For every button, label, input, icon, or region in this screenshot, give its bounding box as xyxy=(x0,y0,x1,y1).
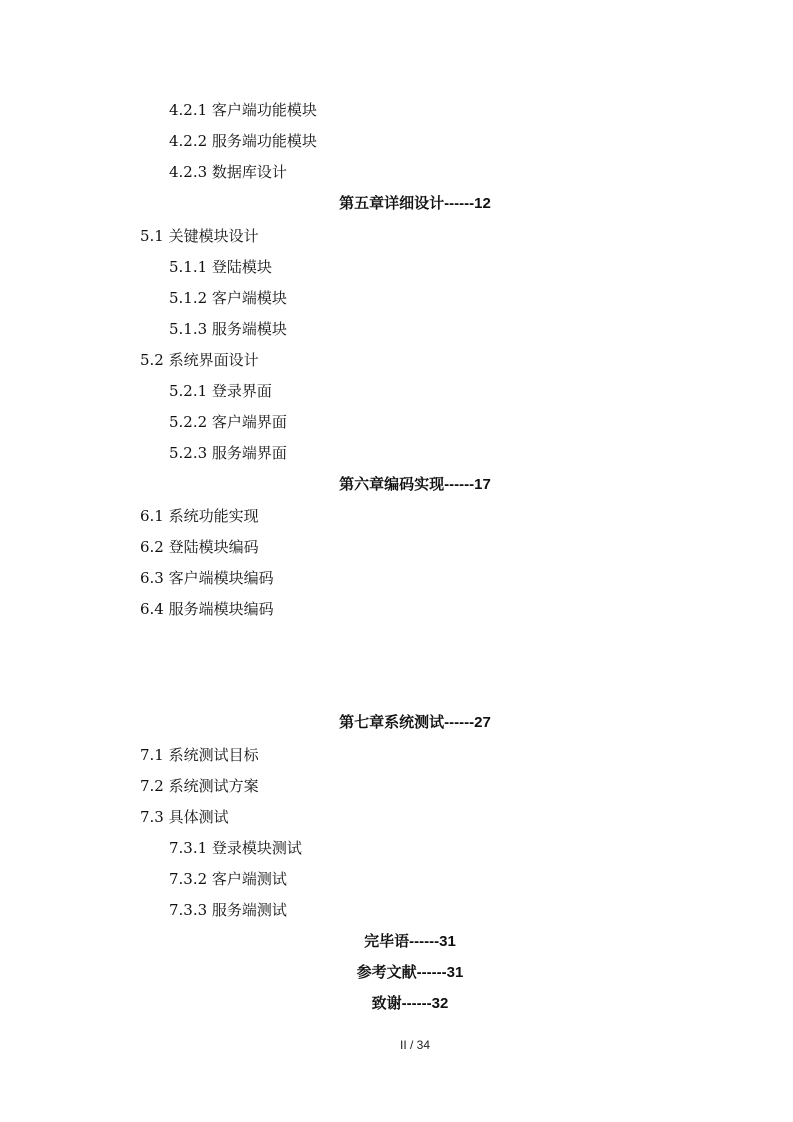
toc-entry-7-3-2: 7.3.2 客户端测试 xyxy=(169,870,287,888)
toc-entry-5-2-1: 5.2.1 登录界面 xyxy=(169,382,272,400)
toc-entry-7-3: 7.3 具体测试 xyxy=(140,808,229,826)
toc-entry-4-2-2: 4.2.2 服务端功能模块 xyxy=(169,132,317,150)
toc-chapter-7: 第七章系统测试------27 xyxy=(339,714,491,731)
toc-entry-4-2-3: 4.2.3 数据库设计 xyxy=(169,163,287,181)
toc-entry-5-1-1: 5.1.1 登陆模块 xyxy=(169,258,272,276)
toc-entry-7-1: 7.1 系统测试目标 xyxy=(140,746,259,764)
toc-entry-5-1-2: 5.1.2 客户端模块 xyxy=(169,289,287,307)
toc-chapter-6: 第六章编码实现------17 xyxy=(339,476,491,493)
toc-entry-6-3: 6.3 客户端模块编码 xyxy=(140,569,274,587)
toc-entry-6-4: 6.4 服务端模块编码 xyxy=(140,600,274,618)
toc-entry-5-1: 5.1 关键模块设计 xyxy=(140,227,259,245)
toc-entry-5-1-3: 5.1.3 服务端模块 xyxy=(169,320,287,338)
toc-entry-7-2: 7.2 系统测试方案 xyxy=(140,777,259,795)
toc-references: 参考文献------31 xyxy=(356,964,464,981)
toc-entry-5-2-3: 5.2.3 服务端界面 xyxy=(169,444,287,462)
toc-entry-7-3-1: 7.3.1 登录模块测试 xyxy=(169,839,302,857)
toc-entry-4-2-1: 4.2.1 客户端功能模块 xyxy=(169,101,317,119)
toc-entry-6-1: 6.1 系统功能实现 xyxy=(140,507,259,525)
toc-acknowledgements: 致谢------32 xyxy=(371,995,449,1012)
toc-entry-5-2-2: 5.2.2 客户端界面 xyxy=(169,413,287,431)
toc-entry-7-3-3: 7.3.3 服务端测试 xyxy=(169,901,287,919)
page-number: II / 34 xyxy=(399,1038,431,1052)
toc-conclusion: 完毕语------31 xyxy=(364,933,456,950)
toc-entry-6-2: 6.2 登陆模块编码 xyxy=(140,538,259,556)
toc-entry-5-2: 5.2 系统界面设计 xyxy=(140,351,259,369)
toc-chapter-5: 第五章详细设计------12 xyxy=(339,195,491,212)
